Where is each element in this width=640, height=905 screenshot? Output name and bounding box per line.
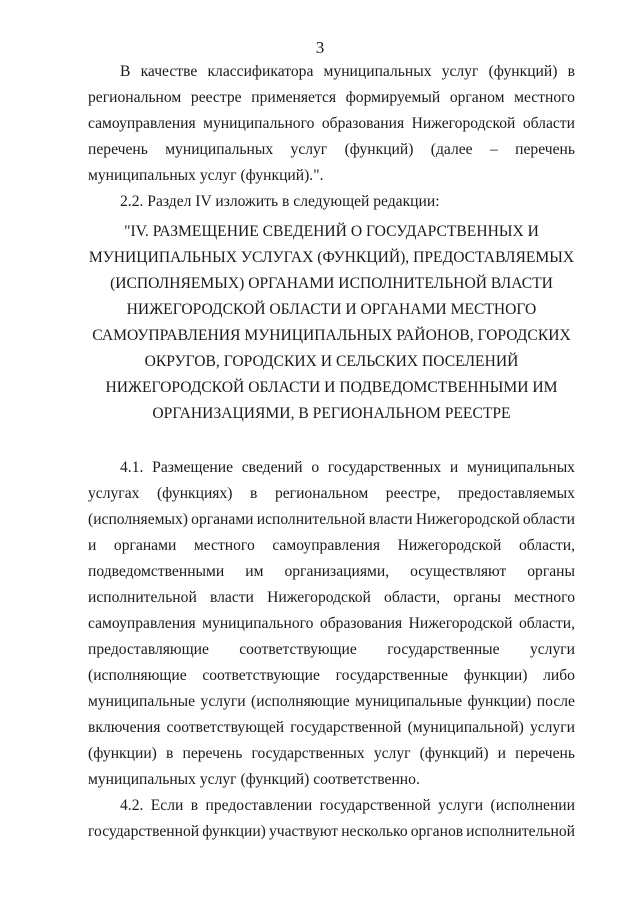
section-heading [88,219,575,427]
word: самоуправления [272,537,380,554]
word: качестве [140,63,198,80]
word: местного [193,537,255,554]
word: предоставлении [205,797,313,814]
word: области, [518,615,575,632]
word: органы [453,589,501,606]
word: В [120,63,131,80]
word: (функций) [419,745,489,762]
word: (исполнении [490,797,575,814]
word: Нижегородской [397,537,502,554]
heading-line: НИЖЕГОРОДСКОЙ ОБЛАСТИ И ОРГАНАМИ МЕСТНОГО [126,301,537,318]
word: муниципального [202,615,314,632]
word: услуги [529,641,575,658]
word: о [311,459,320,476]
heading-line: ОРГАНИЗАЦИЯМИ, В РЕГИОНАЛЬНОМ РЕЕСТРЕ [152,405,511,422]
page-number: 3 [315,38,325,57]
word: классификатора [207,63,314,80]
word: государственные [387,641,500,658]
paragraph-section-change: 2.2. Раздел IV изложить в следующей редакции: [120,193,440,210]
paragraph-4-2 [88,793,575,845]
word: услуг [290,141,328,158]
word: и [497,745,507,762]
heading-line: САМОУПРАВЛЕНИЯ МУНИЦИПАЛЬНЫХ РАЙОНОВ, ГОРОДСКИХ [92,327,571,344]
word: применяется [251,89,337,106]
word: организациями, [284,563,390,580]
word: муниципальные [88,693,196,710]
word: им [245,563,264,580]
word: региональном [88,89,182,106]
word: государственной [319,797,431,814]
word: Если [150,797,184,814]
word: органом [449,89,505,106]
word: услуги [438,797,484,814]
word: местного [514,89,575,106]
word: образования [319,615,403,632]
word: Нижегородской [415,511,520,528]
word: услугах [88,485,140,502]
word: осуществляют [410,563,507,580]
word: (муниципальной) [407,719,524,736]
word: перечень [515,141,575,158]
word: (функций) [488,63,558,80]
word: области [522,511,575,528]
word: 4.2. [120,797,144,814]
word: и [88,537,97,554]
word: региональном [274,485,369,502]
text-line [88,715,575,741]
word: Нижегородской [267,589,371,606]
word: самоуправления [88,115,196,132]
word: услуги [529,719,575,736]
word: исполнительной [466,823,575,840]
word: власти [209,589,254,606]
text-line [88,637,575,663]
word: Нижегородской [408,615,513,632]
word: органов [410,823,464,840]
heading-line: (ИСПОЛНЯЕМЫХ) ОРГАНАМИ ИСПОЛНИТЕЛЬНОЙ ВЛАСТИ [110,275,553,292]
paragraph-classifier [88,59,575,189]
text-line [88,741,575,767]
word: либо [543,667,575,684]
word: (исполняющие [251,693,350,710]
heading-line: "IV. РАЗМЕЩЕНИЕ СВЕДЕНИЙ О ГОСУДАРСТВЕННЫХ И [124,223,539,240]
word: (функциях) [156,485,233,502]
word: после [536,693,575,710]
text-line [88,663,575,689]
word: функции) [463,667,528,684]
word: предоставляемых [457,485,575,502]
word: – [489,141,498,158]
text-line [88,507,575,533]
word: Нижегородской [411,115,516,132]
paragraph-4-1 [88,455,575,793]
word: муниципальных [165,141,274,158]
text-line [88,793,575,819]
word: соответствующие [239,641,357,658]
word: государственных [327,459,442,476]
text-line [88,533,575,559]
text-line [88,59,575,85]
word: соответствующей [166,719,285,736]
text-line [88,137,575,163]
word: государственные [335,667,449,684]
word: несколько [341,823,408,840]
text-line: муниципальных услуг (функций).". [88,167,324,184]
word: 4.1. [120,459,144,476]
word: перечень [515,745,575,762]
word: муниципальные [355,693,463,710]
word: в [567,63,575,80]
word: органы [527,563,575,580]
word: подведомственными [88,563,225,580]
word: функции) [202,823,266,840]
text-line [88,85,575,111]
word: государственных [251,745,365,762]
word: области, [518,537,575,554]
text-line [88,481,575,507]
word: сведений [241,459,303,476]
word: самоуправления [88,615,196,632]
word: государственной [290,719,402,736]
word: формируемый [345,89,441,106]
heading-line: МУНИЦИПАЛЬНЫХ УСЛУГАХ (ФУНКЦИЙ), ПРЕДОСТАВЛЯЕМЫХ [88,249,575,266]
word: функции) [467,693,532,710]
word: (исполняемых) [88,511,188,528]
word: (функций) [344,141,414,158]
word: предоставляющие [88,641,209,658]
text-line [88,111,575,137]
word: власти [368,511,413,528]
word: Размещение [152,459,234,476]
text-line [88,819,575,845]
word: перечень [182,745,243,762]
word: включения [88,719,161,736]
word: в [190,797,199,814]
word: области, [384,589,441,606]
word: образования [321,115,405,132]
text-line [88,455,575,481]
text-line [88,585,575,611]
spacer [88,427,575,455]
word: услуг [441,63,479,80]
word: муниципального [203,115,315,132]
word: соответствующие [202,667,320,684]
heading-line: ОКРУГОВ, ГОРОДСКИХ И СЕЛЬСКИХ ПОСЕЛЕНИЙ [144,353,519,370]
word: области [522,115,575,132]
text-line: муниципальных услуг (функций) соответственно. [88,771,420,788]
word: органами [191,511,254,528]
text-line [88,611,575,637]
word: органами [113,537,177,554]
word: государственной [88,823,200,840]
word: муниципальных [323,63,432,80]
document-body [88,59,575,845]
word: местного [514,589,575,606]
word: и [449,459,459,476]
word: в [250,485,258,502]
word: исполнительной [88,589,197,606]
word: (функции) [88,745,157,762]
word: услуг [373,745,411,762]
text-line [88,689,575,715]
word: муниципальных [467,459,575,476]
word: участвуют [268,823,339,840]
text-line [88,559,575,585]
word: перечень [88,141,148,158]
heading-line: НИЖЕГОРОДСКОЙ ОБЛАСТИ И ПОДВЕДОМСТВЕННЫМИ ИМ [105,379,558,396]
word: реестре, [385,485,441,502]
word: (исполняющие [88,667,187,684]
word: реестре [190,89,242,106]
word: услуги [200,693,246,710]
word: исполнительной [256,511,366,528]
word: в [165,745,174,762]
word: (далее [430,141,473,158]
